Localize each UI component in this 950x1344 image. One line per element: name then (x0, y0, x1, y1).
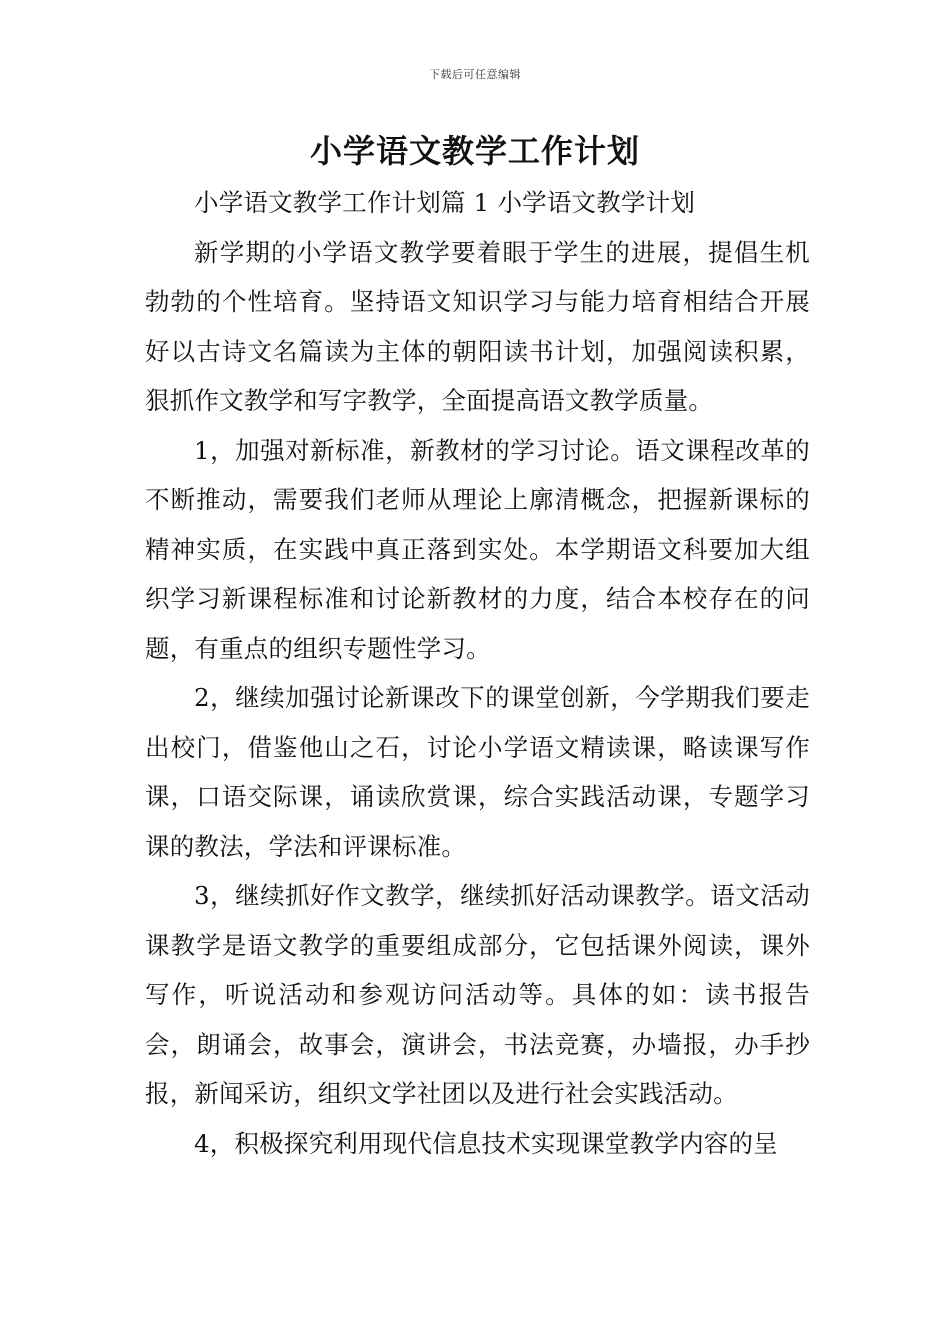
document-body (145, 178, 810, 1168)
paragraph-item-1: 1，加强对新标准，新教材的学习讨论。语文课程改革的不断推动，需要我们老师从理论上廓清概念，把握新课标的精神实质，在实践中真正落到实处。本学期语文科要加大组织学习新课程标准和讨论新教材的力度，结合本校存在的问题，有重点的组织专题性学习。 (145, 435, 810, 663)
paragraph-item-2: 2，继续加强讨论新课改下的课堂创新，今学期我们要走出校门，借鉴他山之石，讨论小学语文精读课，略读课写作课，口语交际课，诵读欣赏课，综合实践活动课，专题学习课的教法，学法和评课标准。 (145, 683, 810, 861)
document-title: 小学语文教学工作计划 (309, 132, 640, 170)
header-note: 下载后可任意编辑 (429, 68, 521, 81)
paragraph-item-4: 4，积极探究利用现代信息技术实现课堂教学内容的呈 (194, 1128, 778, 1158)
paragraph-item-3: 3，继续抓好作文教学，继续抓好活动课教学。语文活动课教学是语文教学的重要组成部分，它包括课外阅读，课外写作，听说活动和参观访问活动等。具体的如：读书报告会，朗诵会，故事会，演讲会，书法竞赛，办墙报，办手抄报，新闻采访，组织文学社团以及进行社会实践活动。 (145, 881, 810, 1108)
paragraph-intro: 新学期的小学语文教学要着眼于学生的进展，提倡生机勃勃的个性培育。坚持语文知识学习与能力培育相结合开展好以古诗文名篇读为主体的朝阳读书计划，加强阅读积累，狠抓作文教学和写字教学，全面提高语文教学质量。 (145, 237, 810, 415)
document-subtitle: 小学语文教学工作计划篇 1 小学语文教学计划 (194, 188, 696, 217)
